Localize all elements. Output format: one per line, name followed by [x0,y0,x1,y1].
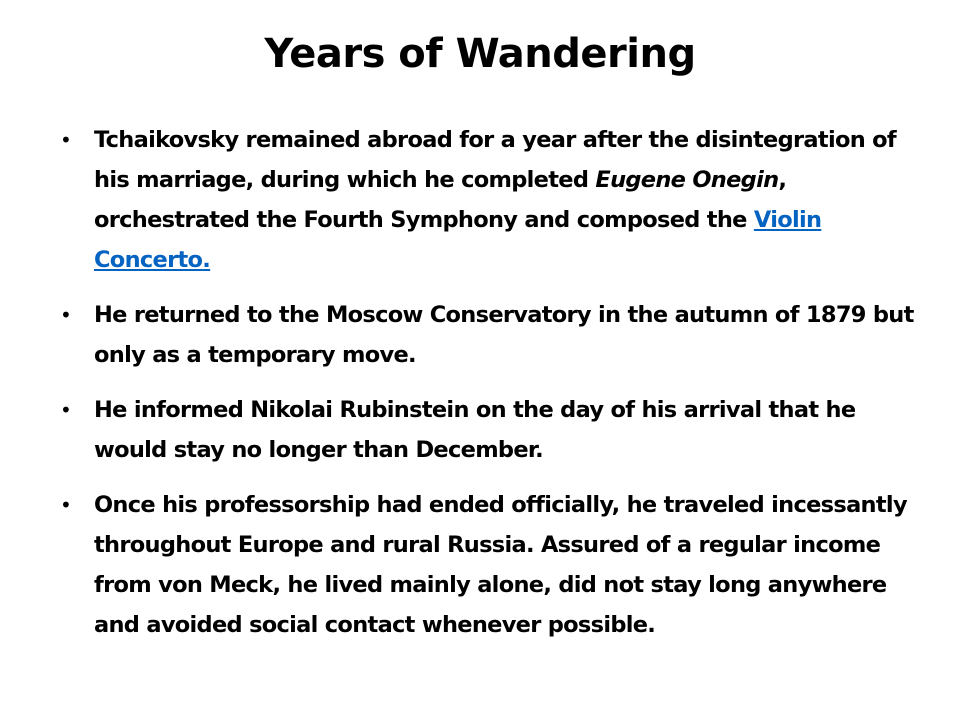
bullet-marker: • [60,493,72,517]
bullet-list [56,120,918,660]
bullet-item-1 [56,120,918,280]
bullet-text-intro: Tchaikovsky remained abroad for a year after the disintegration of his marriage, during which he completed [94,127,897,193]
slide-title: Years of Wandering [264,31,696,77]
bullet-text: Once his professorship had ended officially, he traveled incessantly throughout Europe and rural Russia. Assured of a regular income from von Meck, he lived mainly alone, did not stay long anywhere and avoided social contact whenever possible. [94,492,907,638]
bullet-item-4 [56,485,918,645]
bullet-text: He informed Nikolai Rubinstein on the day of his arrival that he would stay no longer than December. [94,397,856,463]
bullet-text: He returned to the Moscow Conservatory in the autumn of 1879 but only as a temporary move. [94,302,914,368]
bullet-item-2 [56,295,918,375]
violin-concerto-link-period: . [202,247,211,273]
violin-concerto-link[interactable]: Violin Concerto [94,207,822,273]
bullet-marker: • [60,398,72,422]
bullet-item-3 [56,390,918,470]
bullet-marker: • [60,303,72,327]
work-title-eugene-onegin: Eugene Onegin [595,167,779,193]
bullet-marker: • [60,128,72,152]
bullet-text-middle: , orchestrated the Fourth Symphony and composed the [94,167,787,233]
